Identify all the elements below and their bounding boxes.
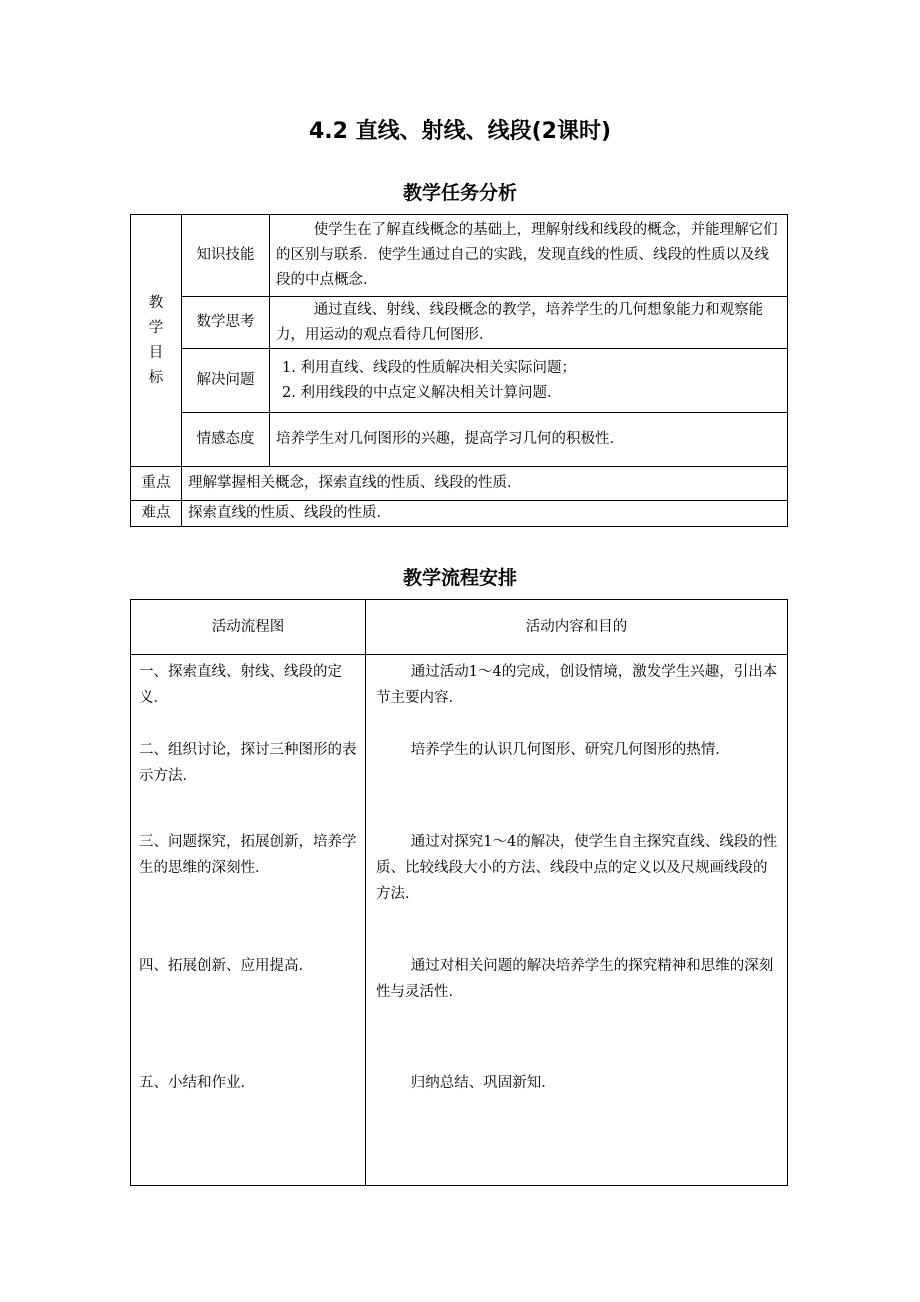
flow-heading: 教学流程安排 xyxy=(402,567,517,589)
difficulty-text: 探索直线的性质、线段的性质． xyxy=(182,501,788,527)
flow-purpose: 通过对相关问题的解决培养学生的探究精神和思维的深刻性与灵活性． xyxy=(376,958,774,1000)
goal-text: 使学生在了解直线概念的基础上，理解射线和线段的概念，并能理解它们的区别与联系．使学生通过自己的实践，发现直线的性质、线段的性质以及线段的中点概念． xyxy=(270,215,788,297)
key-point-text: 理解掌握相关概念，探索直线的性质、线段的性质． xyxy=(182,467,788,501)
goal-label-char: 标 xyxy=(148,369,164,386)
goal-row xyxy=(131,413,788,467)
col-flowchart-header: 活动流程图 xyxy=(131,600,366,655)
flow-step: 二、组织讨论，探讨三种图形的表示方法． xyxy=(139,742,357,784)
flow-step: 五、小结和作业． xyxy=(139,1075,255,1091)
flow-steps-cell xyxy=(131,655,366,1186)
goal-category: 知识技能 xyxy=(182,215,270,297)
col-purpose-header: 活动内容和目的 xyxy=(366,600,788,655)
flow-step: 四、拓展创新、应用提高． xyxy=(139,958,313,974)
flow-purpose: 通过活动1～4的完成，创设情境，激发学生兴趣，引出本节主要内容． xyxy=(376,664,778,706)
flow-step: 一、探索直线、射线、线段的定义． xyxy=(139,664,342,706)
goal-list-item: 1. 利用直线、线段的性质解决相关实际问题； xyxy=(282,359,576,376)
page-title: 4.2 直线、射线、线段(2课时) xyxy=(308,119,612,144)
flow-header-row xyxy=(131,600,788,655)
flow-purpose: 培养学生的认识几何图形、研究几何图形的热情． xyxy=(410,742,730,758)
difficulty-row xyxy=(131,501,788,527)
key-point-row xyxy=(131,467,788,501)
goal-text: 培养学生对几何图形的兴趣，提高学习几何的积极性． xyxy=(270,413,788,467)
task-analysis-table xyxy=(130,214,788,527)
key-point-label: 重点 xyxy=(131,467,182,501)
goal-list-item: 2. 利用线段的中点定义解决相关计算问题． xyxy=(282,384,562,401)
goal-text: 通过直线、射线、线段概念的教学，培养学生的几何想象能力和观察能力，用运动的观点看待几何图形． xyxy=(270,297,788,349)
goal-category: 情感态度 xyxy=(182,413,270,467)
goal-category: 解决问题 xyxy=(182,349,270,413)
goal-text xyxy=(270,349,788,413)
task-analysis-heading: 教学任务分析 xyxy=(402,182,517,204)
goal-row xyxy=(131,297,788,349)
goal-label-cell xyxy=(131,215,182,467)
goal-category: 数学思考 xyxy=(182,297,270,349)
difficulty-label: 难点 xyxy=(131,501,182,527)
goal-label-char: 学 xyxy=(148,319,164,336)
flow-purpose: 通过对探究1～4的解决，使学生自主探究直线、线段的性质、比较线段大小的方法、线段中点的定义以及尺规画线段的方法． xyxy=(376,834,778,902)
flow-purpose-cell xyxy=(366,655,788,1186)
flow-table xyxy=(130,599,788,1186)
flow-step: 三、问题探究，拓展创新，培养学生的思维的深刻性． xyxy=(139,834,357,876)
goal-label-char: 目 xyxy=(148,344,164,361)
flow-purpose: 归纳总结、巩固新知． xyxy=(410,1075,556,1091)
goal-label-char: 教 xyxy=(148,294,164,311)
goal-row xyxy=(131,215,788,297)
goal-row xyxy=(131,349,788,413)
flow-body-row xyxy=(131,655,788,1186)
